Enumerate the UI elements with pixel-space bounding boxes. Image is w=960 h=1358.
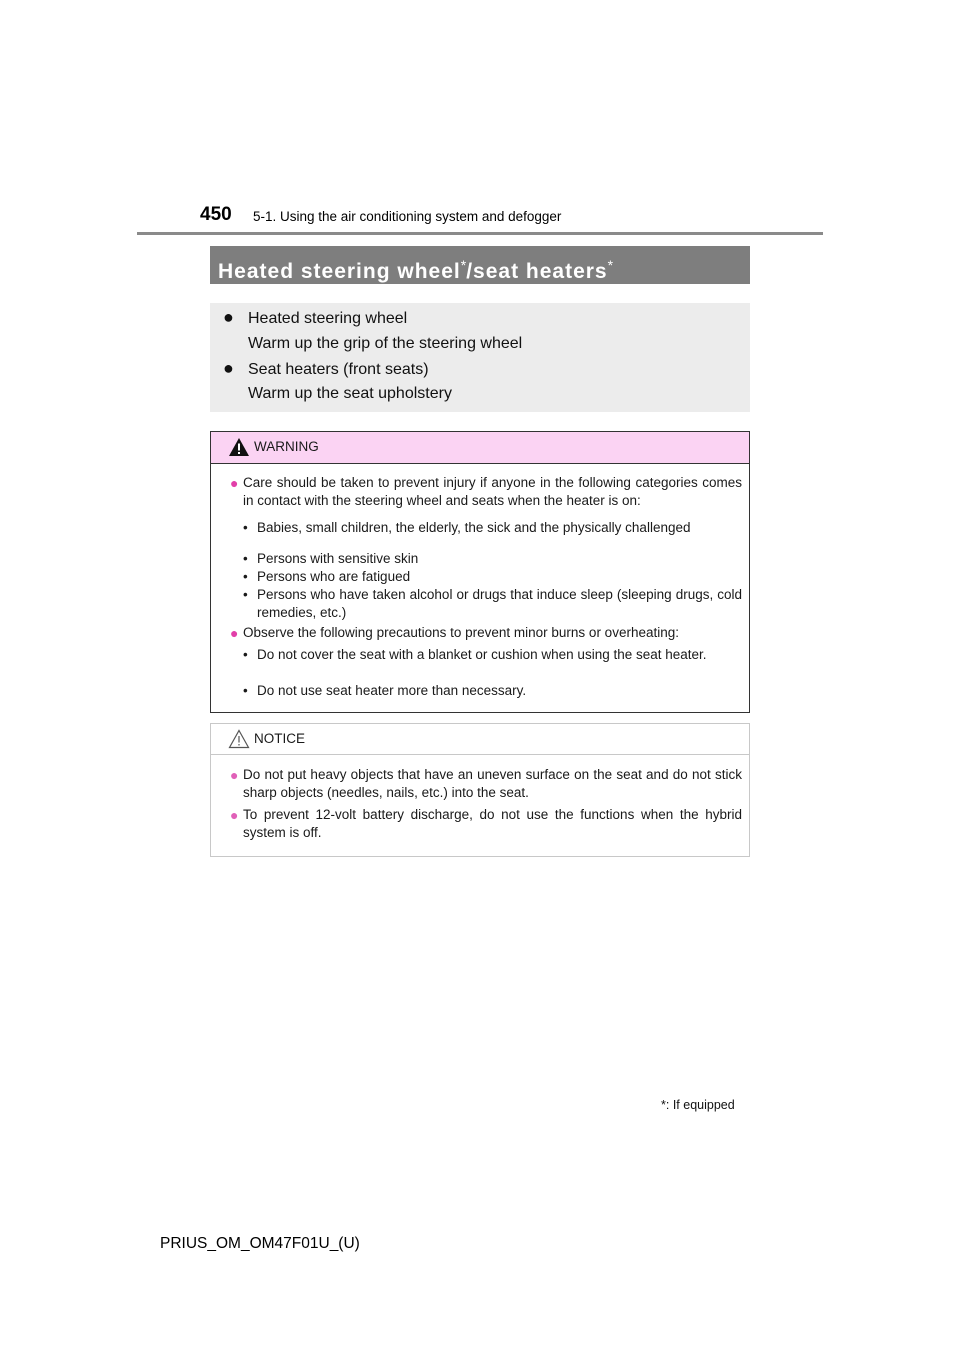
sub-bullet: •	[243, 587, 248, 602]
notice-item	[230, 766, 742, 802]
sub-item-text: Persons who have taken alcohol or drugs that induce sleep (sleeping drugs, cold remedies, etc.)	[257, 587, 742, 620]
footnote	[661, 1098, 735, 1112]
warning-item-text: Observe the following precautions to prevent minor burns or overheating:	[243, 625, 679, 640]
footnote-mark: *	[460, 257, 467, 273]
footnote-mark: *	[607, 257, 614, 273]
chapter-heading: 5-1. Using the air conditioning system and defogger	[253, 209, 562, 224]
bullet-icon: ●	[223, 358, 234, 378]
bullet-icon: ●	[230, 475, 239, 491]
warning-sub-item	[243, 519, 742, 537]
bullet-icon: ●	[223, 307, 234, 327]
sub-item-text: Do not use seat heater more than necessary.	[257, 683, 527, 698]
footnote-mark: *	[661, 1098, 666, 1112]
title-part-2: /seat heaters	[466, 260, 608, 283]
section-title	[210, 246, 750, 284]
warning-label: WARNING	[254, 439, 319, 454]
notice-item-text: Do not put heavy objects that have an uneven surface on the seat and do not stick sharp objects (needles, nails, etc.) into the seat.	[243, 767, 742, 800]
warning-sub-item	[243, 646, 742, 664]
notice-item	[230, 806, 742, 842]
sub-bullet: •	[243, 551, 248, 566]
sub-bullet: •	[243, 647, 248, 662]
feature-heading-text: Heated steering wheel	[248, 310, 408, 327]
warning-item-text: Care should be taken to prevent injury if anyone in the following categories comes in contact with the steering wheel and seats when the heater is on:	[243, 475, 742, 508]
notice-label: NOTICE	[254, 731, 306, 746]
warning-sub-item	[243, 682, 742, 700]
sub-item-text: Babies, small children, the elderly, the sick and the physically challenged	[257, 520, 691, 535]
notice-box	[210, 723, 750, 857]
footnote-text: : If equipped	[665, 1098, 735, 1112]
bullet-icon: ●	[230, 767, 239, 783]
document-code: PRIUS_OM_OM47F01U_(U)	[160, 1235, 360, 1252]
title-part-1: Heated steering wheel	[218, 260, 461, 283]
feature-panel	[210, 303, 750, 412]
bullet-icon: ●	[230, 625, 239, 641]
sub-bullet: •	[243, 520, 248, 535]
notice-header	[211, 724, 749, 755]
page-number: 450	[200, 204, 232, 225]
sub-item-text: Do not cover the seat with a blanket or cushion when using the seat heater.	[257, 647, 707, 662]
sub-bullet: •	[243, 683, 248, 698]
feature-heading-seat-heaters	[223, 358, 429, 379]
sub-bullet: •	[243, 569, 248, 584]
header-divider	[137, 232, 823, 235]
feature-description: Warm up the seat upholstery	[248, 385, 452, 402]
notice-triangle-icon	[228, 729, 250, 749]
warning-item	[230, 474, 742, 510]
warning-sub-item	[243, 568, 742, 586]
warning-item	[230, 624, 742, 642]
warning-box	[210, 431, 750, 713]
warning-triangle-icon	[228, 437, 250, 457]
notice-item-text: To prevent 12-volt battery discharge, do not use the functions when the hybrid system is off.	[243, 807, 742, 840]
warning-sub-item	[243, 586, 742, 622]
warning-sub-item	[243, 550, 742, 568]
feature-heading-text: Seat heaters (front seats)	[248, 361, 429, 378]
feature-description: Warm up the grip of the steering wheel	[248, 335, 523, 352]
feature-heading-heated-steering-wheel	[223, 307, 407, 328]
warning-header	[211, 432, 749, 464]
sub-item-text: Persons with sensitive skin	[257, 551, 419, 566]
sub-item-text: Persons who are fatigued	[257, 569, 411, 584]
bullet-icon: ●	[230, 807, 239, 823]
